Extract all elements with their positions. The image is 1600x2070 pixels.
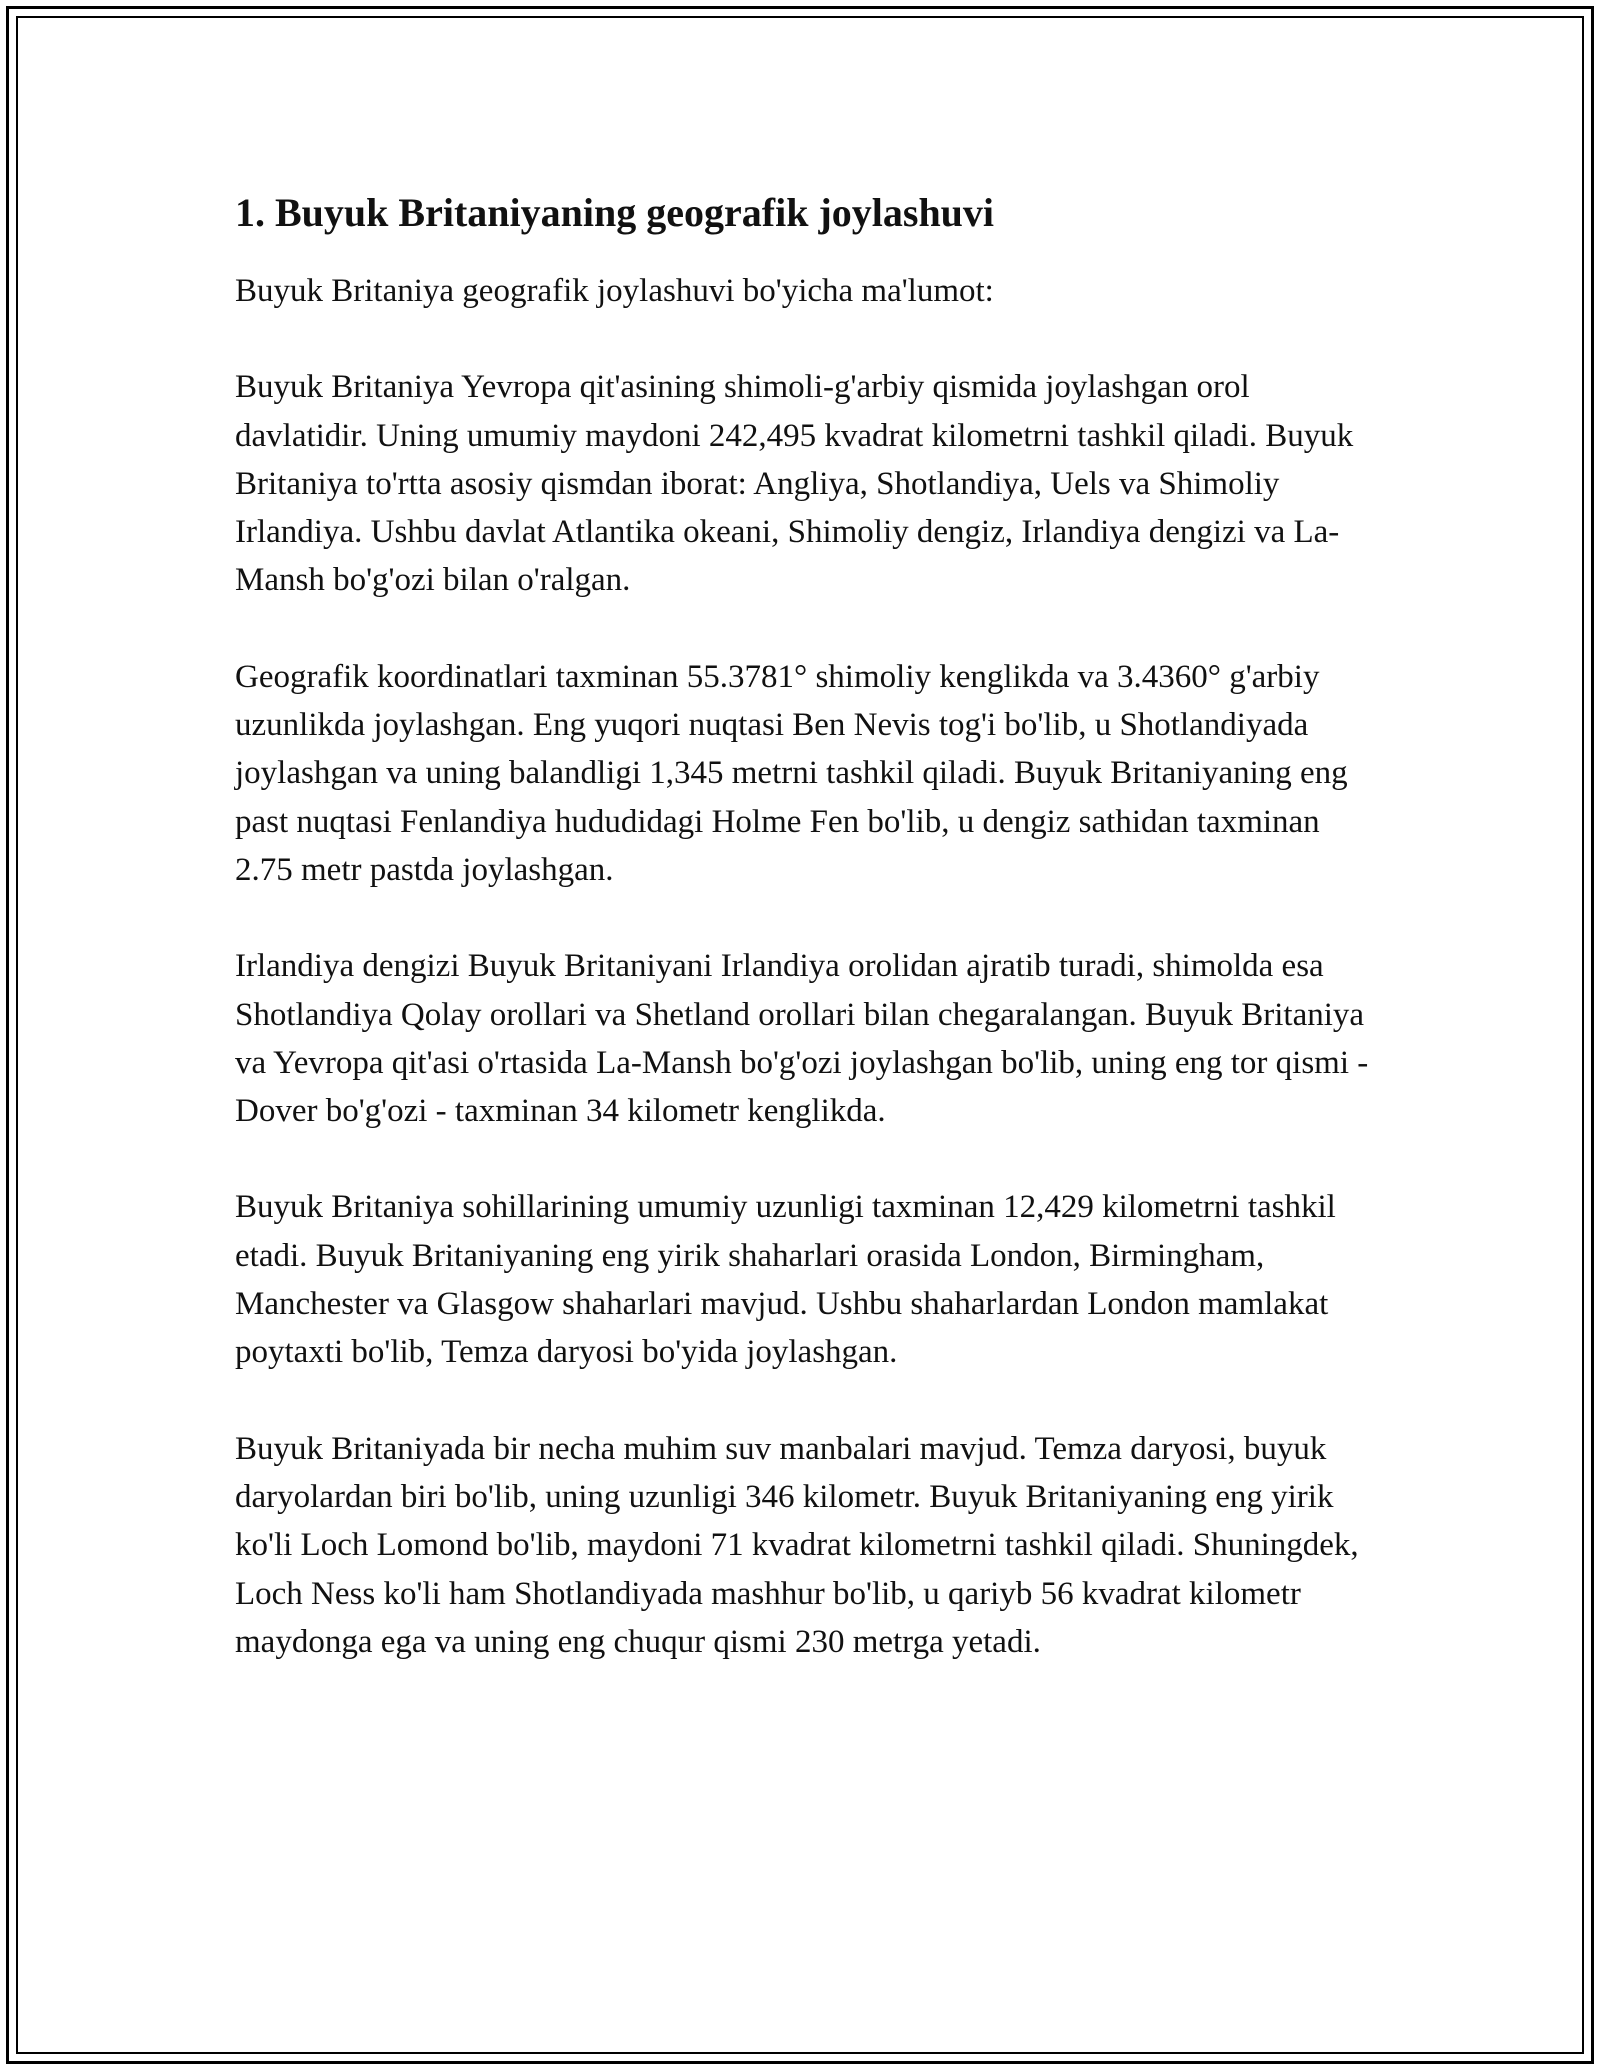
- document-body: [235, 185, 1385, 1714]
- paragraph-coordinates: Geografik koordinatlari taxminan 55.3781° shimoliy kenglikda va 3.4360° g'arbiy uzunlikda joylashgan. Eng yuqori nuqtasi Ben Nevis tog'i bo'lib, u Shotlandiyada joylashgan va uning balandligi 1,345 metrni tashkil qiladi. Buyuk Britaniyaning eng past nuqtasi Fenlandiya hududidagi Holme Fen bo'lib, u dengiz sathidan taxminan 2.75 metr pastda joylashgan.: [235, 658, 1348, 888]
- document-title: 1. Buyuk Britaniyaning geografik joylashuvi: [235, 190, 995, 235]
- paragraph-overview: Buyuk Britaniya Yevropa qit'asining shimoli-g'arbiy qismida joylashgan orol davlatidir. Uning umumiy maydoni 242,495 kvadrat kilometrni tashkil qiladi. Buyuk Britaniya to'rtta asosiy qismdan iborat: Angliya, Shotlandiya, Uels va Shimoliy Irlandiya. Ushbu davlat Atlantika okeani, Shimoliy dengiz, Irlandiya dengizi va La-Mansh bo'g'ozi bilan o'ralgan.: [235, 369, 1354, 599]
- paragraph-coastline-cities: Buyuk Britaniya sohillarining umumiy uzunligi taxminan 12,429 kilometrni tashkil etadi. Buyuk Britaniyaning eng yirik shaharlari orasida London, Birmingham, Manchester va Glasgow shaharlari mavjud. Ushbu shaharlardan London mamlakat poytaxti bo'lib, Temza daryosi bo'yida joylashgan.: [235, 1189, 1336, 1371]
- paragraph-water-sources: Buyuk Britaniyada bir necha muhim suv manbalari mavjud. Temza daryosi, buyuk daryolardan biri bo'lib, uning uzunligi 346 kilometr. Buyuk Britaniyaning eng yirik ko'li Loch Lomond bo'lib, maydoni 71 kvadrat kilometrni tashkil qiladi. Shuningdek, Loch Ness ko'li ham Shotlandiyada mashhur bo'lib, u qariyb 56 kvadrat kilometr maydonga ega va uning eng chuqur qismi 230 metrga yetadi.: [235, 1430, 1359, 1660]
- paragraph-irish-sea: Irlandiya dengizi Buyuk Britaniyani Irlandiya orolidan ajratib turadi, shimolda esa Shotlandiya Qolay orollari va Shetland orollari bilan chegaralangan. Buyuk Britaniya va Yevropa qit'asi o'rtasida La-Mansh bo'g'ozi joylashgan bo'lib, uning eng tor qismi - Dover bo'g'ozi - taxminan 34 kilometr kenglikda.: [235, 948, 1369, 1130]
- paragraph-intro: Buyuk Britaniya geografik joylashuvi bo'yicha ma'lumot:: [235, 273, 994, 309]
